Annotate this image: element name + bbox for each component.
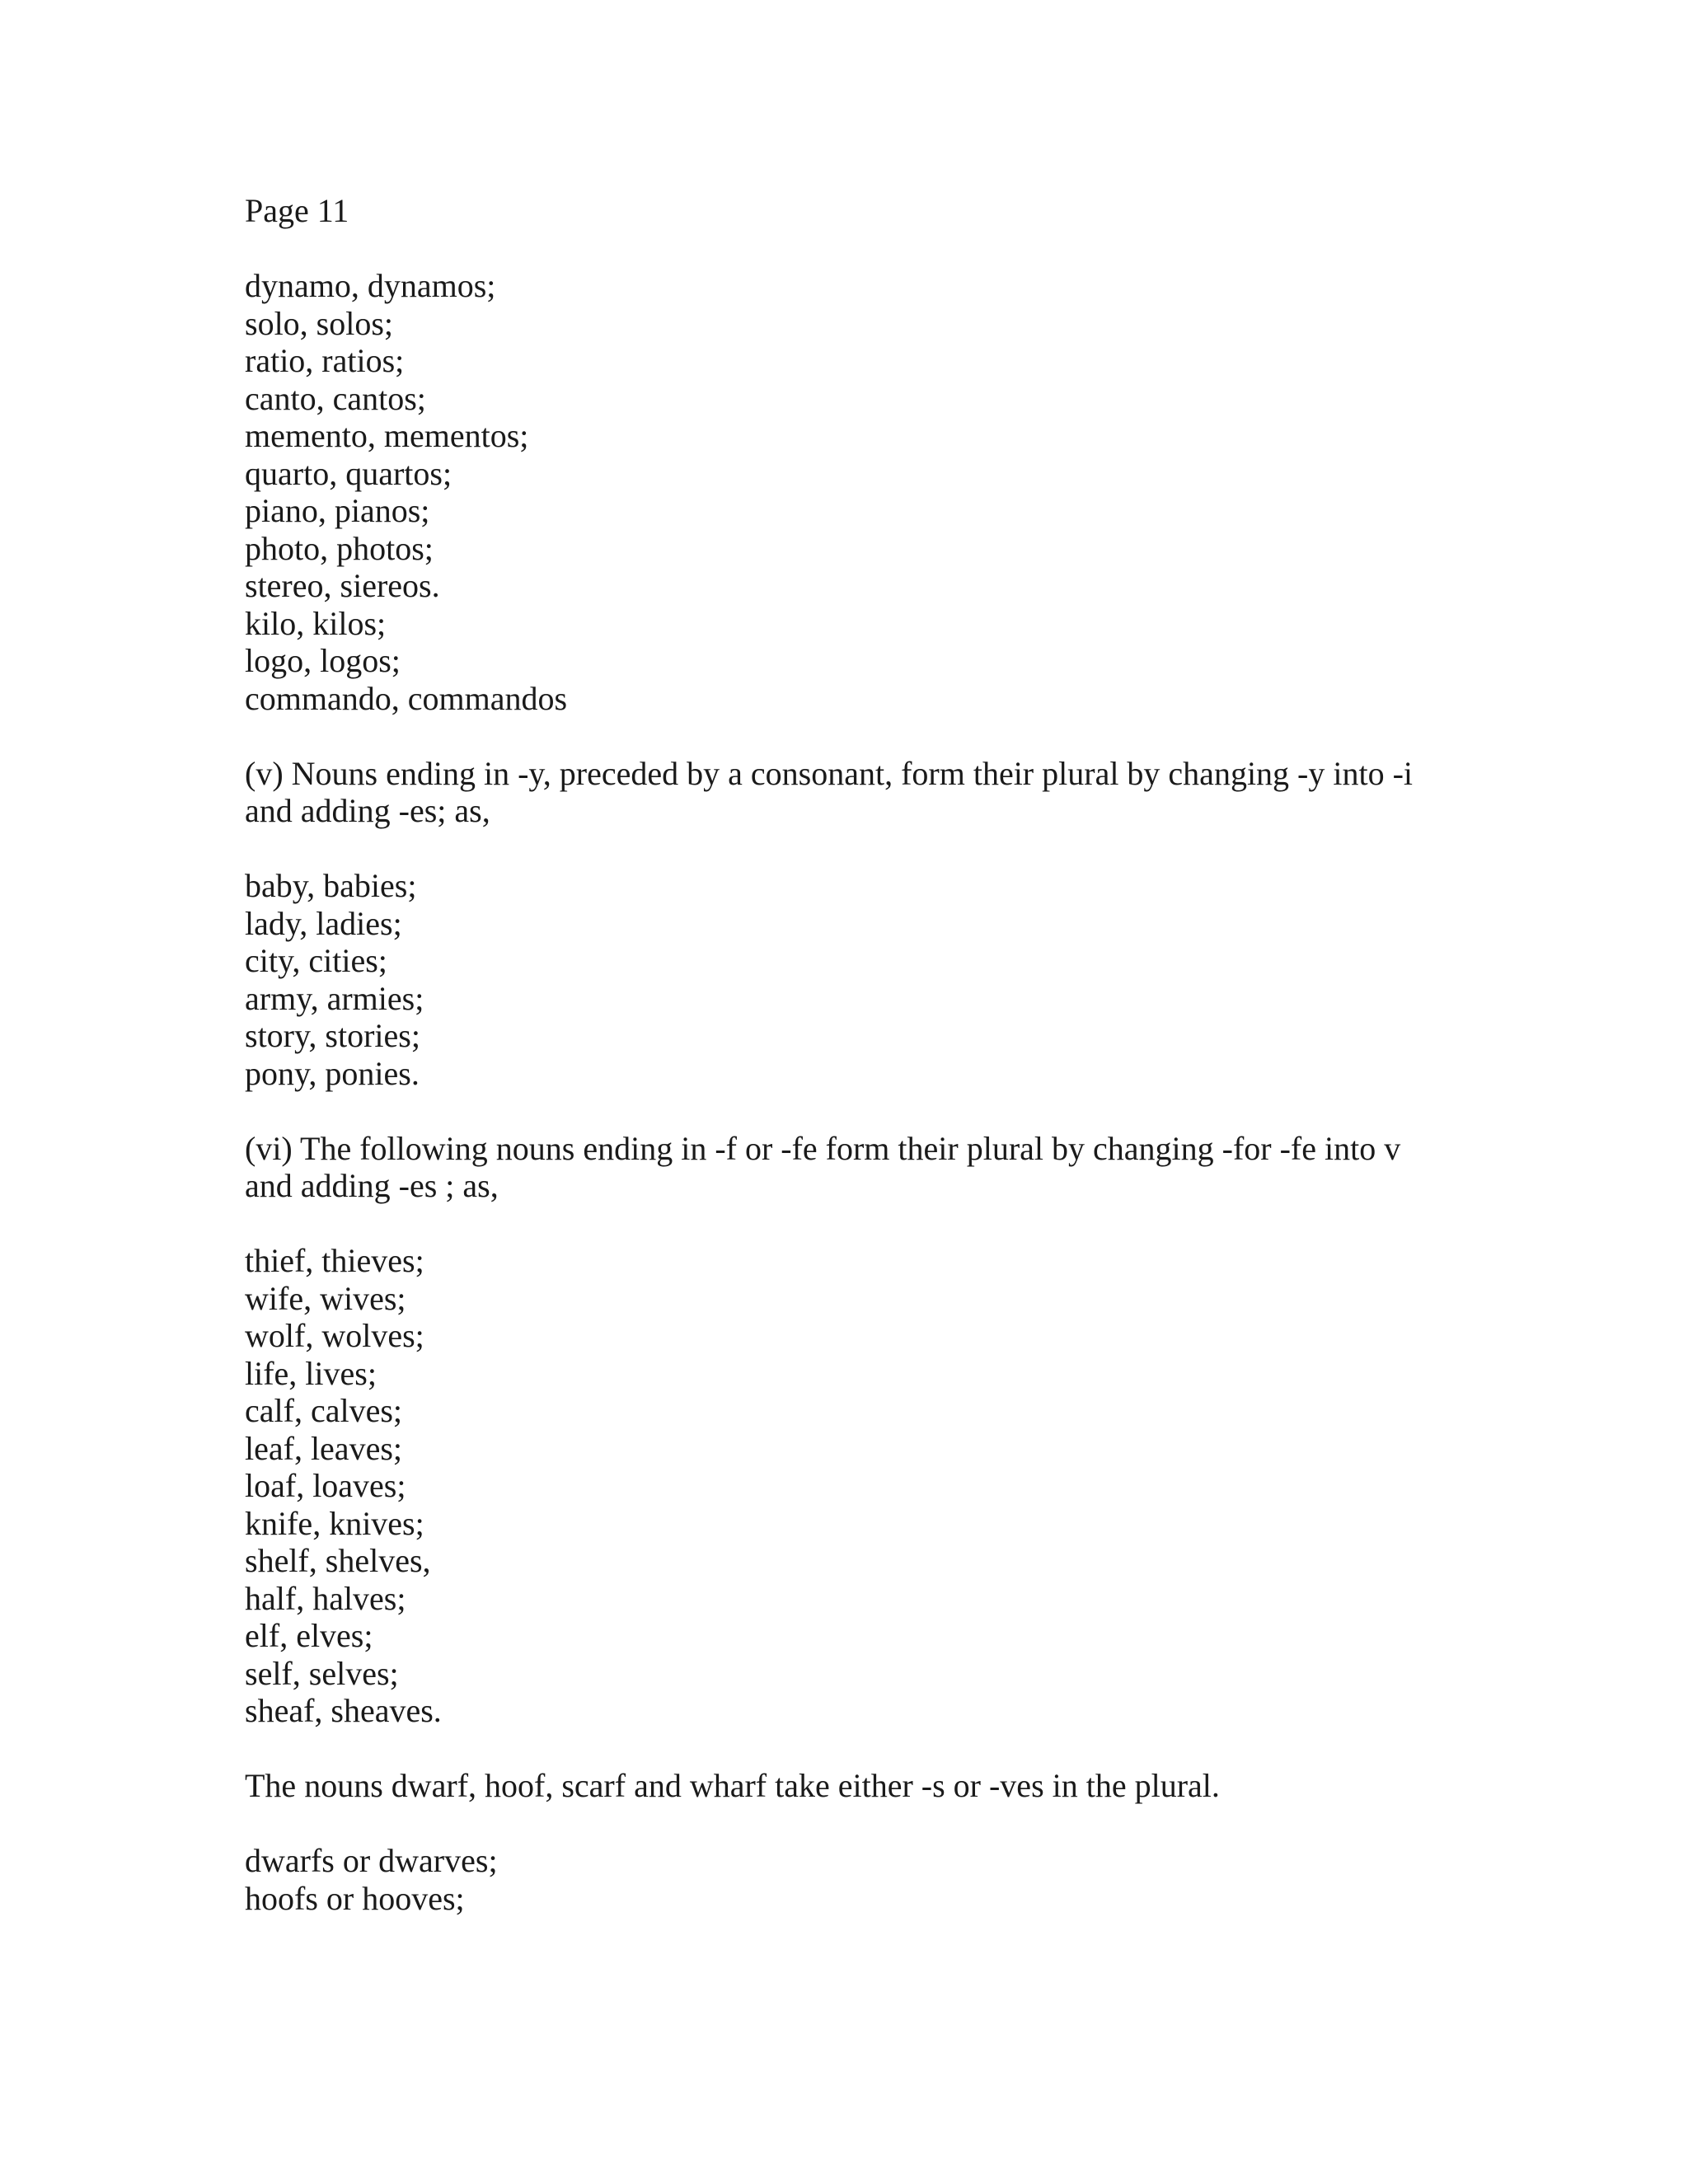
list-item: wife, wives; [245,1279,406,1317]
blank-line [245,1805,1448,1843]
list-item: thief, thieves; [245,1242,424,1279]
blank-line [245,717,1448,755]
list-item: canto, cantos; [245,379,426,417]
list-item: knife, knives; [245,1504,424,1542]
list-item: life, lives; [245,1354,377,1392]
list-item: piano, pianos; [245,492,430,529]
list-item: quarto, quartos; [245,454,452,492]
blank-line [245,1730,1448,1768]
list-item: elf, elves; [245,1617,373,1654]
blank-line [245,1092,1448,1130]
list-item: photo, photos; [245,529,434,567]
page-header: Page 11 [245,192,349,229]
blank-line [245,1205,1448,1243]
list-item: wolf, wolves; [245,1317,424,1354]
list-item: calf, calves; [245,1392,402,1429]
list-item: solo, solos; [245,304,394,342]
note-either-paragraph: The nouns dwarf, hoof, scarf and wharf take either -s or -ves in the plural. [245,1767,1220,1804]
list-item: half, halves; [245,1579,406,1617]
rule-vi-line-1: (vi) The following nouns ending in -f or -fe form their plural by changing -for -fe into v [245,1129,1401,1167]
list-item: loaf, loaves; [245,1467,406,1504]
list-item: stereo, siereos. [245,567,440,604]
blank-line [245,830,1448,868]
list-item: shelf, shelves, [245,1542,431,1579]
list-item: sheaf, sheaves. [245,1692,442,1729]
rule-v-line-1: (v) Nouns ending in -y, preceded by a consonant, form their plural by changing -y into -i [245,754,1414,792]
list-item: dwarfs or dwarves; [245,1842,498,1879]
rule-vi-line-2: and adding -es ; as, [245,1167,499,1204]
rule-vi-paragraph [245,1130,1448,1205]
list-item: dynamo, dynamos; [245,267,496,304]
either-list [245,1842,1448,1917]
page-content [245,192,1448,1917]
o-endings-list [245,267,1448,717]
list-item: ratio, ratios; [245,342,405,379]
list-item: leaf, leaves; [245,1429,402,1467]
f-endings-list [245,1242,1448,1730]
list-item: army, armies; [245,979,424,1017]
list-item: memento, mementos; [245,417,529,454]
list-item: logo, logos; [245,642,401,679]
blank-line [245,230,1448,268]
list-item: baby, babies; [245,867,417,904]
rule-v-paragraph [245,755,1448,830]
list-item: story, stories; [245,1017,420,1054]
list-item: hoofs or hooves; [245,1879,465,1917]
list-item: kilo, kilos; [245,604,387,642]
list-item: self, selves; [245,1654,399,1692]
list-item: pony, ponies. [245,1054,420,1092]
list-item: commando, commandos [245,679,568,717]
rule-v-line-2: and adding -es; as, [245,792,490,829]
y-endings-list [245,867,1448,1092]
list-item: lady, ladies; [245,904,402,942]
list-item: city, cities; [245,942,387,979]
